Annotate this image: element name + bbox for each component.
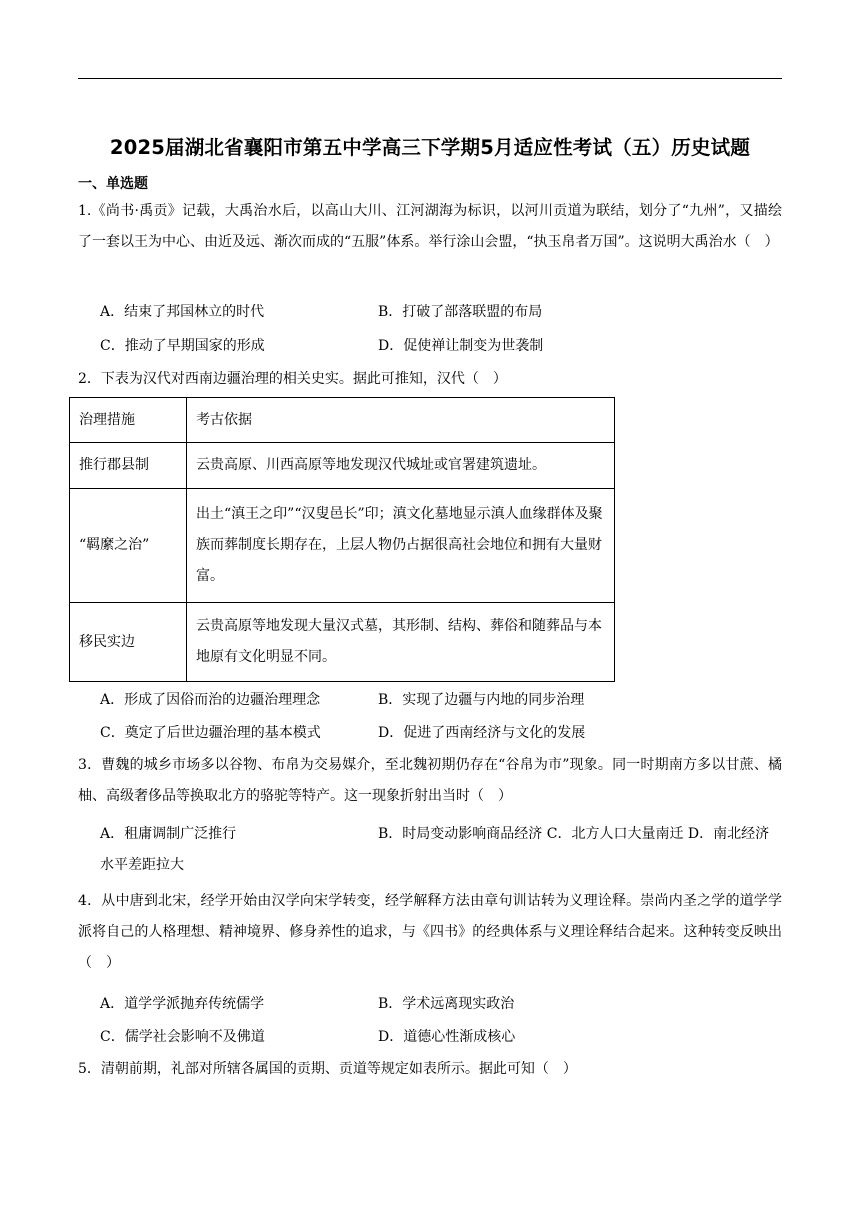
question-2-option-b[interactable]: B．实现了边疆与内地的同步治理	[378, 692, 585, 708]
question-4-option-b[interactable]: B．学术远离现实政治	[378, 996, 515, 1012]
question-4-stem: 4．从中唐到北宋，经学开始由汉学向宋学转变，经学解释方法由章句训诂转为义理诠释。崇尚内圣之学的道学学派将自己的人格理想、精神境界、修身养性的追求，与《四书》的经典体系与义理诠释结合起来。这种转变反映出（ ）	[78, 893, 782, 971]
exam-title: 2025届湖北省襄阳市第五中学高三下学期5月适应性考试（五）历史试题	[109, 136, 751, 159]
question-1-option-a[interactable]: A．结束了邦国林立的时代	[100, 304, 265, 320]
question-3-stem: 3．曹魏的城乡市场多以谷物、布帛为交易媒介，至北魏初期仍存在“谷帛为市”现象。同一时期南方多以甘蔗、橘柚、高级奢侈品等换取北方的骆驼等特产。这一现象折射出当时（ ）	[78, 757, 782, 804]
question-4-option-d[interactable]: D．道德心性渐成核心	[378, 1029, 516, 1045]
question-1-option-d[interactable]: D．促使禅让制变为世袭制	[378, 338, 544, 354]
header-rule	[78, 78, 782, 79]
question-2-option-a[interactable]: A．形成了因俗而治的边疆治理理念	[100, 692, 321, 708]
question-4-option-a[interactable]: A．道学学派抛弃传统儒学	[100, 996, 265, 1012]
question-2-stem: 2．下表为汉代对西南边疆治理的相关史实。据此可推知，汉代（ ）	[78, 371, 507, 387]
question-1-stem: 1.《尚书·禹贡》记载，大禹治水后，以高山大川、江河湖海为标识，以河川贡道为联结，划分了“九州”，又描绘了一套以王为中心、由近及远、渐次而成的“五服”体系。举行涂山会盟，“执玉帛者万国”。这说明大禹治水（ ）	[78, 203, 782, 250]
table-cell: 云贵高原等地发现大量汉式墓，其形制、结构、葬俗和随葬品与本地原有文化明显不同。	[187, 603, 615, 682]
table-cell: “羁縻之治”	[70, 489, 187, 603]
table-row	[70, 443, 615, 489]
table-header-row	[70, 398, 615, 443]
table-header-cell: 考古依据	[187, 398, 615, 443]
question-1-option-c[interactable]: C．推动了早期国家的形成	[100, 338, 265, 354]
table-row	[70, 603, 615, 682]
table-cell: 推行郡县制	[70, 443, 187, 489]
question-2-option-c[interactable]: C．奠定了后世边疆治理的基本模式	[100, 725, 321, 741]
section-heading: 一、单选题	[78, 176, 148, 192]
question-5-stem: 5．清朝前期，礼部对所辖各属国的贡期、贡道等规定如表所示。据此可知（ ）	[78, 1061, 577, 1077]
table-cell: 移民实边	[70, 603, 187, 682]
question-2-option-d[interactable]: D．促进了西南经济与文化的发展	[378, 725, 586, 741]
question-3-options-bcd[interactable]: B．时局变动影响商品经济 C．北方人口大量南迁 D．南北经济水平差距拉大	[100, 826, 770, 873]
question-4-option-c[interactable]: C．儒学社会影响不及佛道	[100, 1029, 265, 1045]
table-header-cell: 治理措施	[70, 398, 187, 443]
table-cell: 云贵高原、川西高原等地发现汉代城址或官署建筑遗址。	[187, 443, 615, 489]
question-3-option-a[interactable]: A．租庸调制广泛推行	[100, 826, 237, 842]
table-cell: 出土“滇王之印”“汉叟邑长”印；滇文化墓地显示滇人血缘群体及聚族而葬制度长期存在，上层人物仍占据很高社会地位和拥有大量财富。	[187, 489, 615, 603]
question-1-option-b[interactable]: B．打破了部落联盟的布局	[378, 304, 543, 320]
question-2-table	[69, 397, 615, 682]
table-row	[70, 489, 615, 603]
